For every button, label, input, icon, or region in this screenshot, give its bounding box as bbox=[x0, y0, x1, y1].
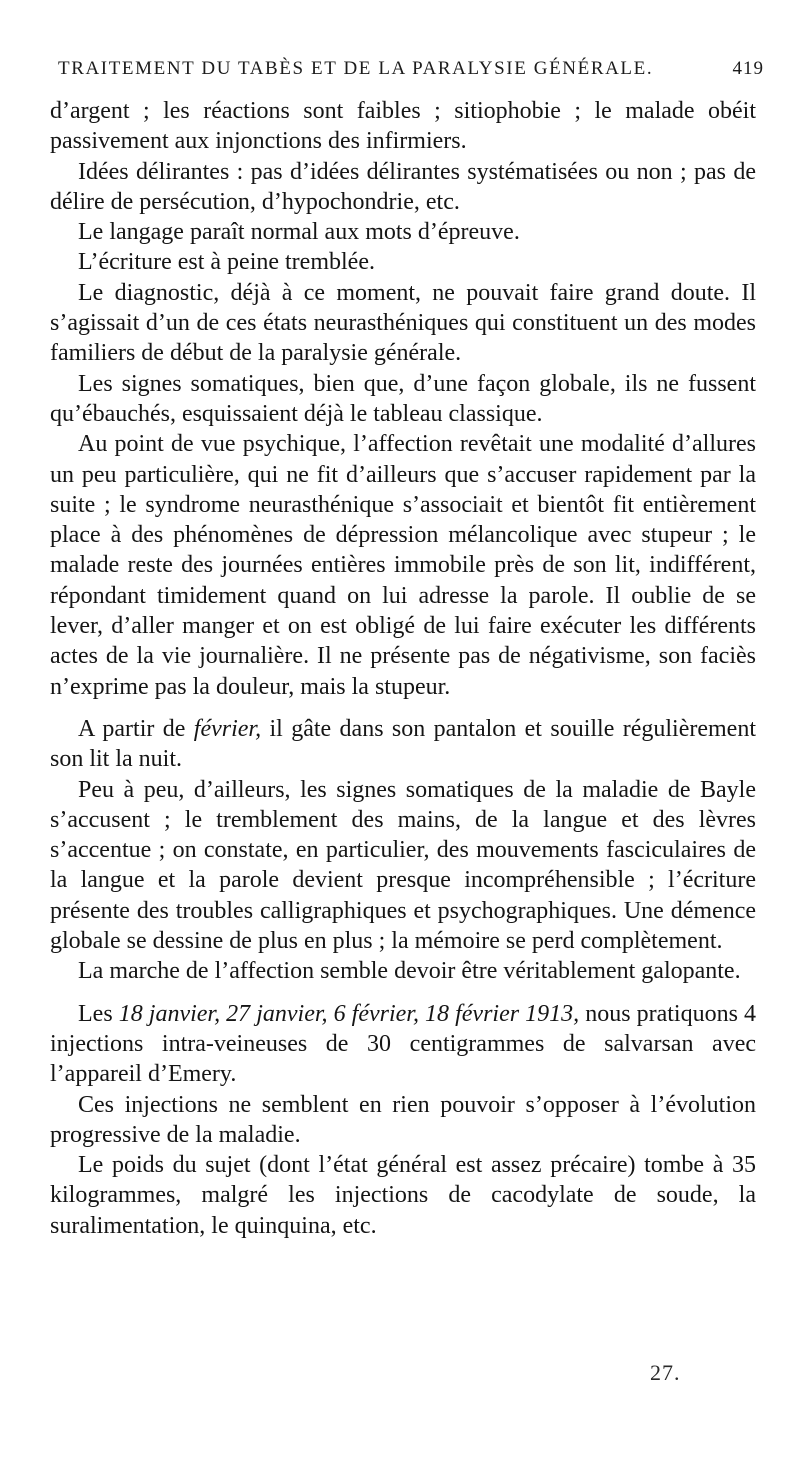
paragraph: Au point de vue psychique, l’affection revêtait une modalité d’allures un peu particulière, qui ne fit d’ailleurs que s’accuser rapidement par la suite ; le syndrome neurasthénique s’associait et bientôt fit entièrement place à des phénomènes de dépression mélancolique avec stupeur ; le malade reste des journées entières immobile près de son lit, indifférent, répondant timidement quand on lui adresse la parole. Il oublie de se lever, d’aller manger et on est obligé de lui faire exécuter les différents actes de la vie journalière. Il ne présente pas de négativisme, son faciès n’exprime pas la douleur, mais la stupeur. bbox=[50, 431, 756, 700]
running-head bbox=[58, 58, 764, 88]
page-number: 419 bbox=[732, 58, 764, 79]
paragraph-text: il gâte dans son pantalon et souille régulièrement son lit la nuit. bbox=[50, 715, 756, 773]
paragraph: L’écriture est à peine tremblée. bbox=[78, 249, 375, 276]
paragraph-text: nous pratiquons 4 injections intra-veineuses de 30 centigrammes de salvarsan avec l’appareil d’Emery. bbox=[50, 1000, 756, 1088]
paragraph: Ces injections ne semblent en rien pouvoir s’opposer à l’évolution progressive de la maladie. bbox=[50, 1091, 756, 1148]
paragraph bbox=[50, 999, 756, 1090]
printer-signature: 27. bbox=[650, 1360, 681, 1385]
paragraph bbox=[50, 714, 756, 775]
italic-date: février, bbox=[193, 715, 262, 742]
running-head-title: TRAITEMENT DU TABÈS ET DE LA PARALYSIE GÉNÉRALE. bbox=[58, 58, 654, 79]
body-text bbox=[50, 96, 756, 1241]
paragraph: Le diagnostic, déjà à ce moment, ne pouvait faire grand doute. Il s’agissait d’un de ces états neurasthéniques qui constituent un des modes familiers de début de la paralysie générale. bbox=[50, 279, 756, 367]
paragraph: Peu à peu, d’ailleurs, les signes somatiques de la maladie de Bayle s’accusent ; le tremblement des mains, de la langue et des lèvres s’accentue ; on constate, en particulier, des mouvements fasciculaires de la langue et la parole devient presque incompréhensible ; l’écriture présente des troubles calligraphiques et psychographiques. Une démence globale se dessine de plus en plus ; la mémoire se perd complètement. bbox=[50, 776, 756, 955]
paragraph: Le langage paraît normal aux mots d’épreuve. bbox=[78, 219, 520, 246]
paragraph: Les signes somatiques, bien que, d’une façon globale, ils ne fussent qu’ébauchés, esquissaient déjà le tableau classique. bbox=[50, 370, 756, 427]
paragraph: d’argent ; les réactions sont faibles ; sitiophobie ; le malade obéit passivement aux injonctions des infirmiers. bbox=[50, 98, 756, 155]
paragraph: Le poids du sujet (dont l’état général est assez précaire) tombe à 35 kilogrammes, malgré les injections de cacodylate de soude, la suralimentation, le quinquina, etc. bbox=[50, 1152, 756, 1239]
paragraph: Idées délirantes : pas d’idées délirantes systématisées ou non ; pas de délire de persécution, d’hypochondrie, etc. bbox=[50, 158, 756, 215]
paragraph-text: A partir de bbox=[78, 715, 194, 742]
paragraph-text: Les bbox=[78, 1000, 119, 1027]
italic-dates: 18 janvier, 27 janvier, 6 février, 18 février 1913, bbox=[118, 1000, 580, 1027]
paragraph: La marche de l’affection semble devoir être véritablement galopante. bbox=[78, 958, 741, 985]
